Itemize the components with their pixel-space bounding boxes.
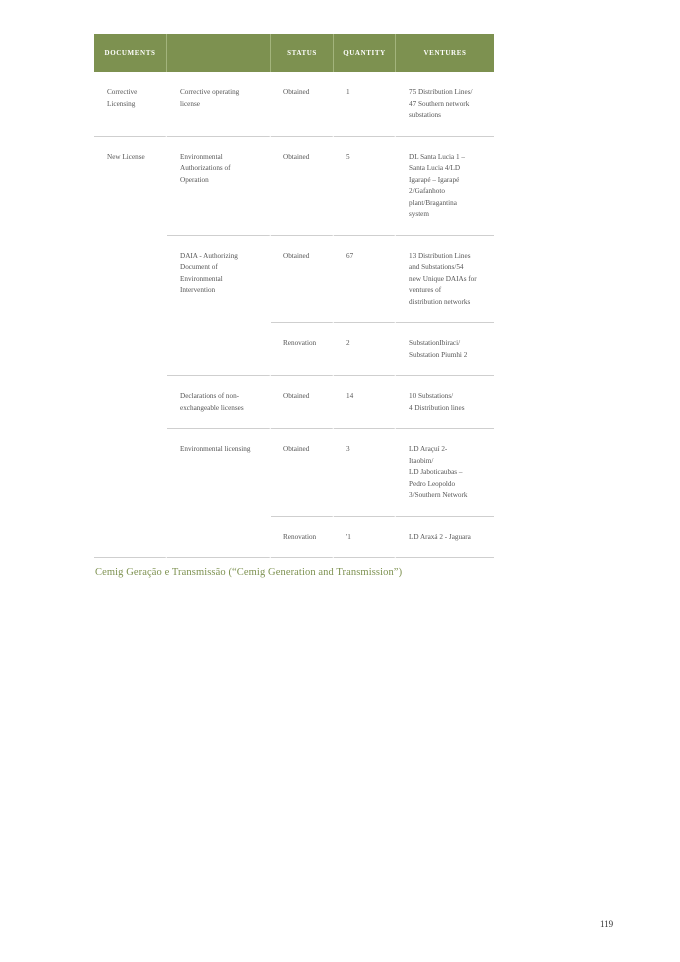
table-row — [94, 429, 494, 517]
cell-type — [167, 323, 271, 376]
header-quantity: QUANTITY — [334, 34, 396, 72]
cell-document — [94, 429, 167, 517]
table-header-row — [94, 34, 494, 72]
cell-type: Environmental Authorizations of Operation — [167, 137, 271, 236]
cell-quantity: 5 — [334, 137, 396, 236]
cell-status: Renovation — [271, 517, 334, 559]
section-heading: Cemig Geração e Transmissão (“Cemig Generation and Transmission”) — [95, 567, 403, 578]
cell-status: Obtained — [271, 236, 334, 324]
cell-ventures: LD Araxá 2 - Jaguara — [396, 517, 494, 559]
cell-status: Obtained — [271, 376, 334, 429]
cell-document — [94, 323, 167, 376]
cell-document — [94, 517, 167, 559]
cell-quantity: 67 — [334, 236, 396, 324]
header-status: STATUS — [271, 34, 334, 72]
cell-quantity: 3 — [334, 429, 396, 517]
header-ventures: VENTURES — [396, 34, 494, 72]
cell-status: Obtained — [271, 72, 334, 137]
table-row — [94, 376, 494, 429]
cell-type: Environmental licensing — [167, 429, 271, 517]
cell-ventures: 10 Substations/ 4 Distribution lines — [396, 376, 494, 429]
cell-type: Corrective operating license — [167, 72, 271, 137]
cell-status: Obtained — [271, 137, 334, 236]
table-row — [94, 236, 494, 324]
table-row — [94, 137, 494, 236]
cell-ventures: SubstationIbiraci/ Substation Piumhi 2 — [396, 323, 494, 376]
cell-ventures: 13 Distribution Lines and Substations/54 new Unique DAIAs for ventures of distribution networks — [396, 236, 494, 324]
cell-quantity: '1 — [334, 517, 396, 559]
header-documents: DOCUMENTS — [94, 34, 167, 72]
cell-type — [167, 517, 271, 559]
cell-document: New License — [94, 137, 167, 236]
cell-type: DAIA - Authorizing Document of Environmental Intervention — [167, 236, 271, 324]
cell-ventures: 75 Distribution Lines/ 47 Southern network substations — [396, 72, 494, 137]
cell-status: Renovation — [271, 323, 334, 376]
cell-type: Declarations of non- exchangeable licenses — [167, 376, 271, 429]
table-row — [94, 517, 494, 559]
cell-document — [94, 236, 167, 324]
header-type — [167, 34, 271, 72]
cell-ventures: LD Araçuí 2- Itaobim/ LD Jaboticaubas – Pedro Leopoldo 3/Southern Network — [396, 429, 494, 517]
cell-document — [94, 376, 167, 429]
cell-quantity: 1 — [334, 72, 396, 137]
table-row — [94, 323, 494, 376]
cell-quantity: 14 — [334, 376, 396, 429]
cell-quantity: 2 — [334, 323, 396, 376]
table-row — [94, 72, 494, 137]
cell-document: Corrective Licensing — [94, 72, 167, 137]
page-number: 119 — [600, 919, 614, 929]
cell-status: Obtained — [271, 429, 334, 517]
licenses-table — [94, 34, 494, 558]
cell-ventures: DL Santa Lucia 1 – Santa Lucia 4/LD Igarapé – Igarapé 2/Gafanhoto plant/Bragantina system — [396, 137, 494, 236]
